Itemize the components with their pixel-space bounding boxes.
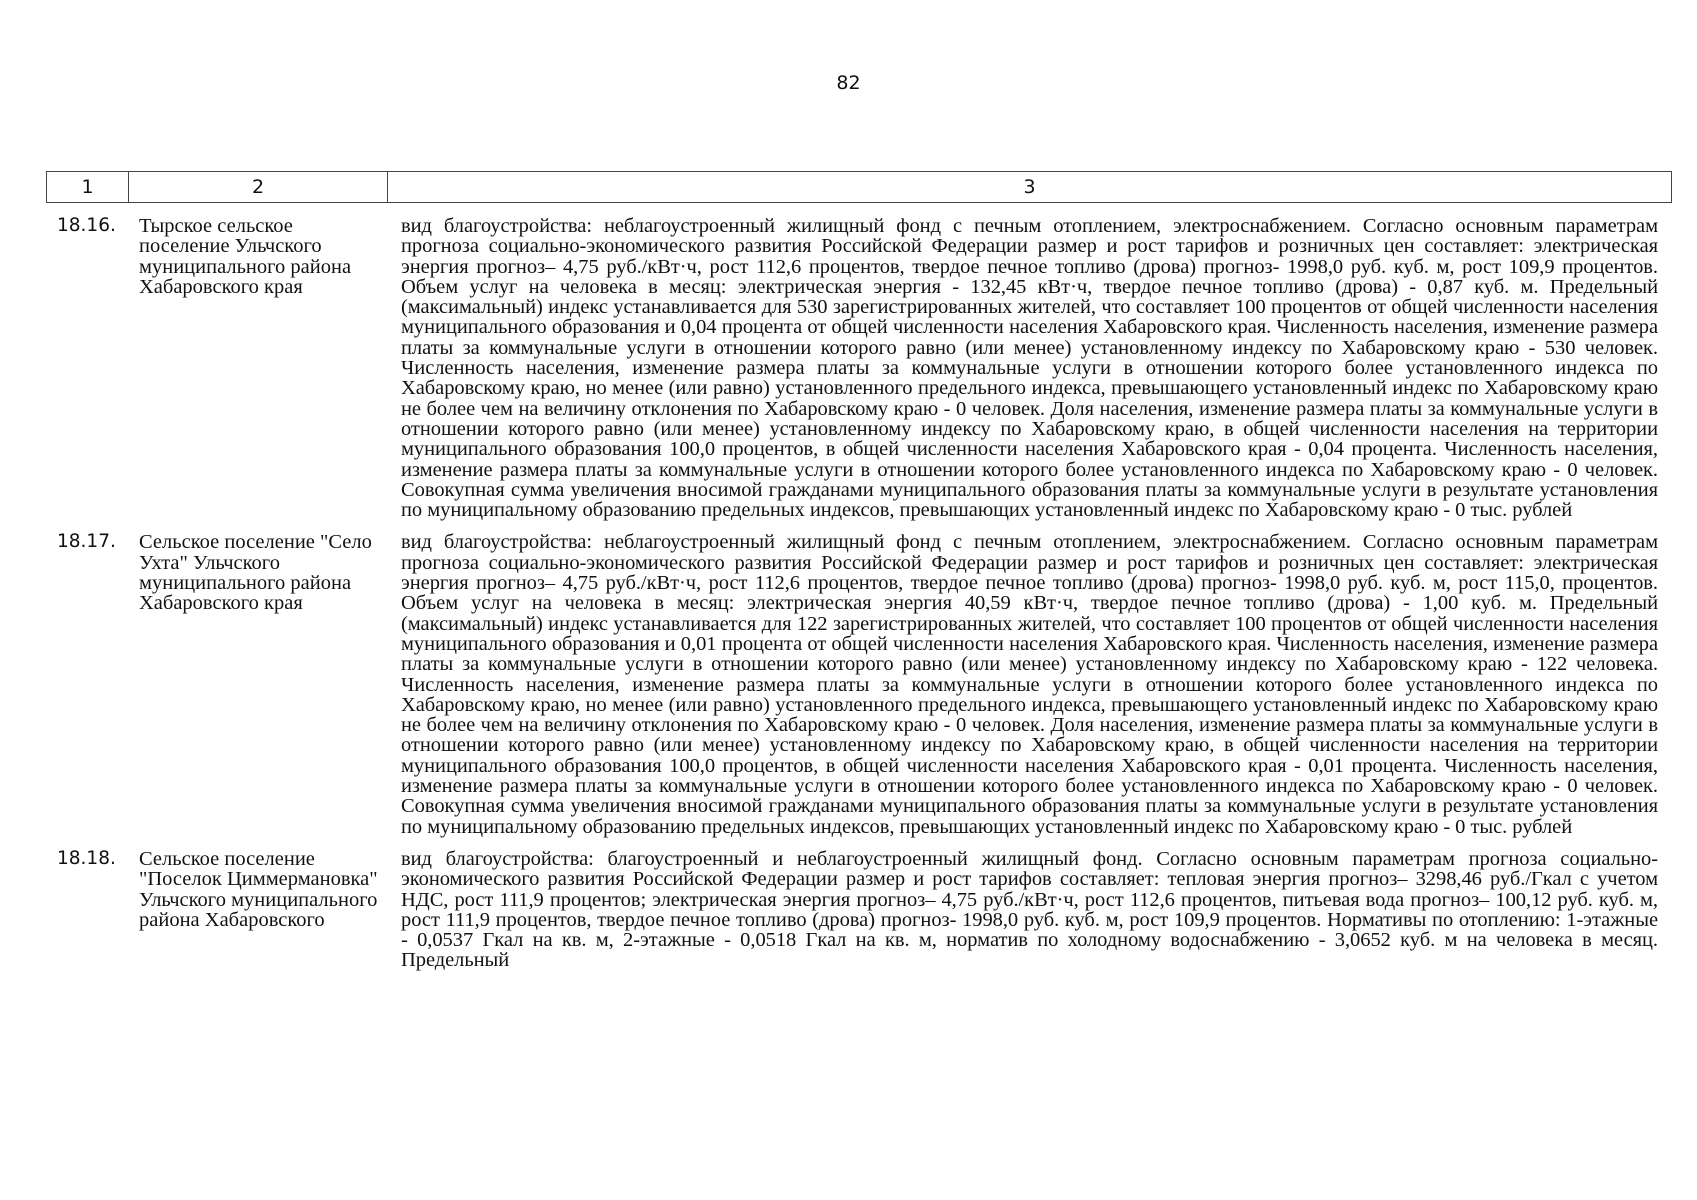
header-cell-1: 1: [47, 172, 129, 202]
page-number: 82: [836, 72, 861, 94]
table-row: [46, 532, 1672, 836]
row-description: вид благоустройства: неблагоустроенный жилищный фонд с печным отоплением, электроснабжением. Согласно основным параметрам прогноза социально-экономического развития Российской Федерации размер и рост тарифов и розничных цен составляет: электрическая энергия прогноз– 4,75 руб./кВт·ч, рост 112,6 процентов, твердое печное топливо (дрова) прогноз- 1998,0 руб. куб. м, рост 115,0, процентов. Объем услуг на человека в месяц: электрическая энергия 40,59 кВт·ч, твердое печное топливо (дрова) - 1,00 куб. м. Предельный (максимальный) индекс устанавливается для 122 зарегистрированных жителей, что составляет 100 процентов от общей численности населения муниципального образования и 0,01 процента от общей численности населения Хабаровского края. Численность населения, изменение размера платы за коммунальные услуги в отношении которого равно (или менее) установленному индексу по Хабаровскому краю - 122 человека. Численность населения, изменение размера платы за коммунальные услуги в отношении которого более установленного индекса по Хабаровскому краю, но менее (или равно) установленного предельного индекса, превышающего установленный индекс по Хабаровскому краю не более чем на величину отклонения по Хабаровскому краю - 0 человек. Доля населения, изменение размера платы за коммунальные услуги в отношении которого равно (или менее) установленному индексу по Хабаровскому краю, в общей численности населения на территории муниципального образования 100,0 процентов, в общей численности населения Хабаровского края - 0,01 процента. Численность населения, изменение размера платы за коммунальные услуги в отношении которого более установленного индекса по Хабаровскому краю - 0 человек. Совокупная сумма увеличения вносимой гражданами муниципального образования платы за коммунальные услуги в результате установления по муниципальному образованию предельных индексов, превышающих установленный индекс по Хабаровскому краю - 0 тыс. рублей: [401, 531, 1658, 838]
header-cell-3: 3: [1023, 176, 1036, 198]
settlement-name: Тырское сельское поселение Ульчского муниципального района Хабаровского края: [139, 216, 352, 298]
row-number: 18.18.: [57, 847, 116, 869]
header-cell-2: 2: [129, 172, 388, 202]
settlement-name: Сельское поселение "Село Ухта" Ульчского муниципального района Хабаровского края: [139, 531, 372, 615]
row-description: вид благоустройства: благоустроенный и неблагоустроенный жилищный фонд. Согласно основным параметрам прогноза социально-экономического развития Российской Федерации размер и рост тарифов составляет: тепловая энергия прогноз– 3298,46 руб./Гкал с учетом НДС, рост 111,9 процентов; электрическая энергия прогноз– 4,75 руб./кВт·ч, рост 112,6 процентов, питьевая вода прогноз– 100,12 руб. куб. м, рост 111,9 процентов, твердое печное топливо (дрова) прогноз- 1998,0 руб. куб. м, рост 109,9 процентов. Нормативы по отоплению: 1-этажные - 0,0537 Гкал на кв. м, 2-этажные - 0,0518 Гкал на кв. м, норматив по холодному водоснабжению - 3,0652 куб. м на человека в месяц. Предельный: [401, 847, 1658, 972]
row-description: вид благоустройства: неблагоустроенный жилищный фонд с печным отоплением, электроснабжением. Согласно основным параметрам прогноза социально-экономического развития Российской Федерации размер и рост тарифов и розничных цен составляет: электрическая энергия прогноз– 4,75 руб./кВт·ч, рост 112,6 процентов, твердое печное топливо (дрова) прогноз- 1998,0 руб. куб. м, рост 109,9 процентов. Объем услуг на человека в месяц: электрическая энергия - 132,45 кВт·ч, твердое печное топливо (дрова) - 0,87 куб. м. Предельный (максимальный) индекс устанавливается для 530 зарегистрированных жителей, что составляет 100 процентов от общей численности населения муниципального образования и 0,04 процента от общей численности населения Хабаровского края. Численность населения, изменение размера платы за коммунальные услуги в отношении которого равно (или менее) установленному индексу по Хабаровскому краю - 530 человек. Численность населения, изменение размера платы за коммунальные услуги в отношении которого более установленного индекса по Хабаровскому краю, но менее (или равно) установленного предельного индекса, превышающего установленный индекс по Хабаровскому краю не более чем на величину отклонения по Хабаровскому краю - 0 человек. Доля населения, изменение размера платы за коммунальные услуги в отношении которого равно (или менее) установленному индексу по Хабаровскому краю, в общей численности населения на территории муниципального образования 100,0 процентов, в общей численности населения Хабаровского края - 0,04 процента. Численность населения, изменение размера платы за коммунальные услуги в отношении которого более установленного индекса по Хабаровскому краю - 0 человек. Совокупная сумма увеличения вносимой гражданами муниципального образования платы за коммунальные услуги в результате установления по муниципальному образованию предельных индексов, превышающих установленный индекс по Хабаровскому краю - 0 тыс. рублей: [401, 216, 1658, 522]
table-body: [46, 216, 1672, 1132]
settlement-name: Сельское поселение "Поселок Циммермановка" Ульчского муниципального района Хабаровского: [139, 847, 378, 931]
table-header-row: [46, 171, 1672, 203]
row-number: 18.16.: [57, 216, 116, 236]
row-number: 18.17.: [57, 531, 116, 553]
table-row: [46, 849, 1672, 971]
table-row: [46, 216, 1672, 520]
